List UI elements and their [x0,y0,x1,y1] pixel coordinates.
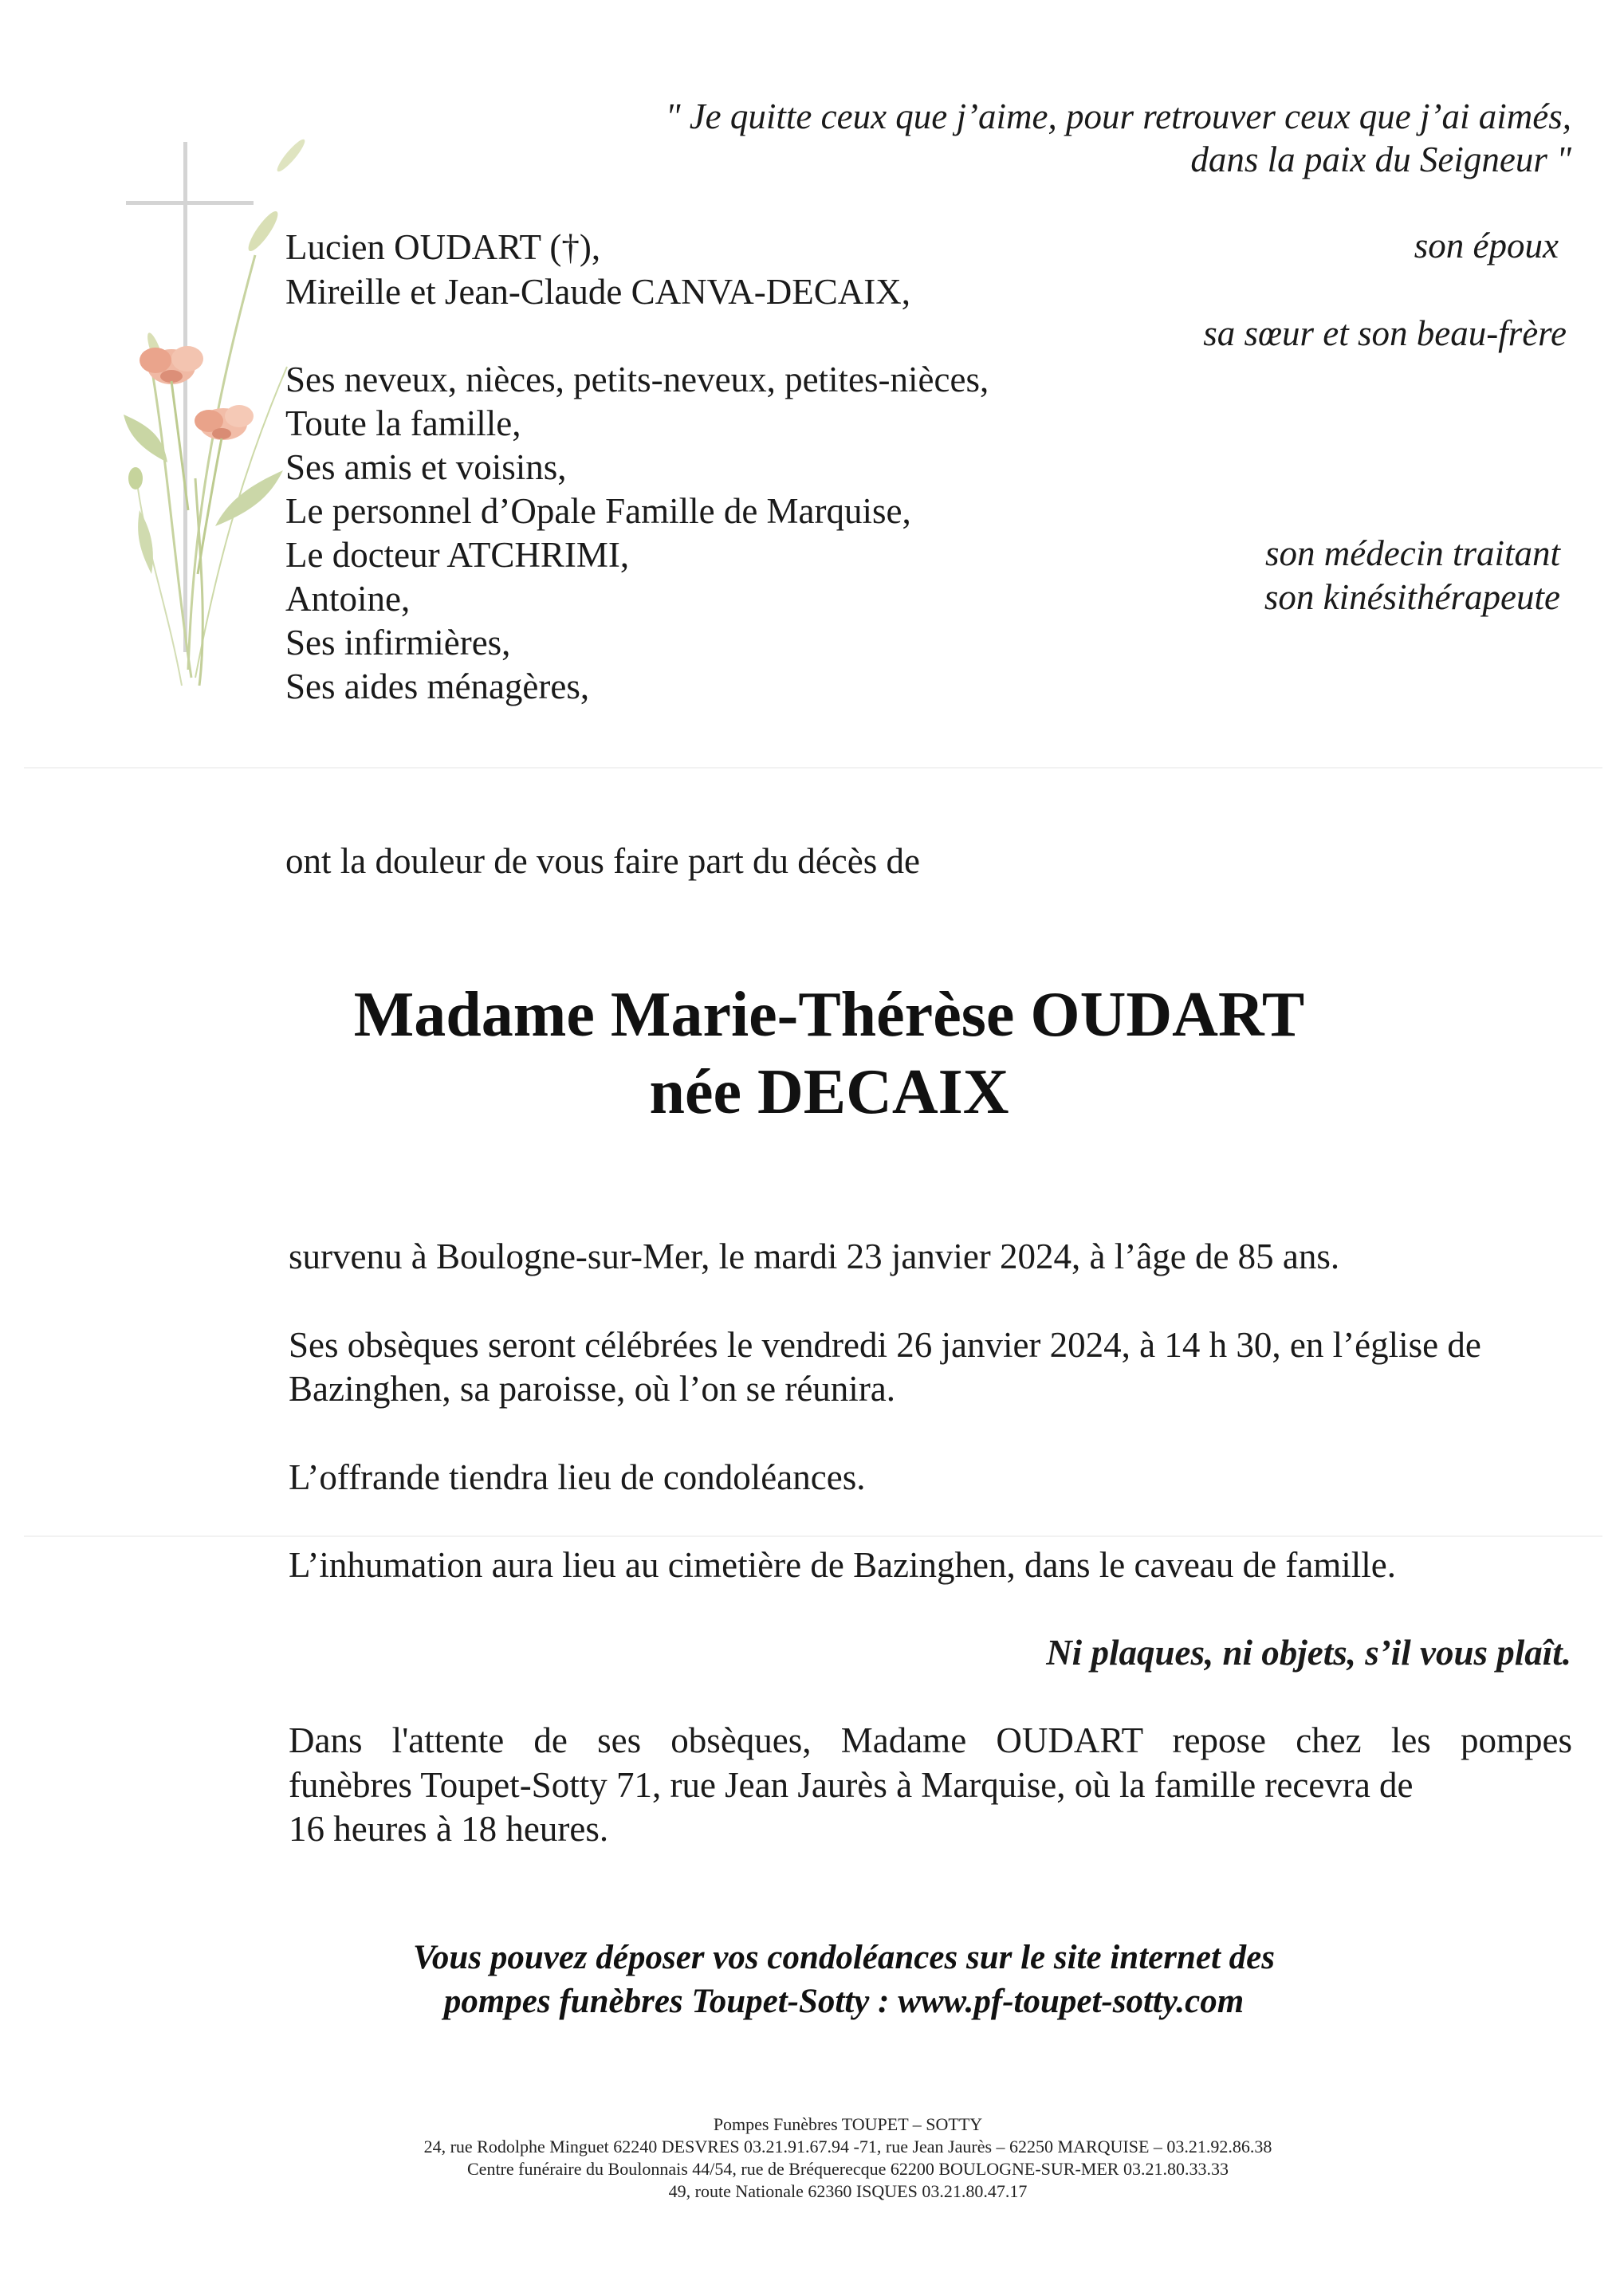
rest-paragraph-line-2: funèbres Toupet-Sotty 71, rue Jean Jaurès à Marquise, où la famille recevra de [289,1765,1414,1805]
funeral-paragraph-line-1: Ses obsèques seront célébrées le vendredi 26 janvier 2024, à 14 h 30, en l’église de [289,1325,1481,1365]
mourner-line: Ses infirmières, [285,623,511,662]
footer-company-name: Pompes Funèbres TOUPET – SOTTY [713,2114,983,2134]
mourner-line: Toute la famille, [285,403,521,443]
offering-paragraph: L’offrande tiendra lieu de condoléances. [289,1457,866,1497]
footer-address-boulogne: Centre funéraire du Boulonnais 44/54, rue de Bréquerecque 62200 BOULOGNE-SUR-MER 03.21.80.33.33 [467,2159,1229,2179]
mourner-line: Ses neveux, nièces, petits-neveux, petites-nièces, [285,360,989,399]
poppy-flower-icon [140,346,203,510]
mourner-line: Le personnel d’Opale Famille de Marquise, [285,491,911,531]
footer-address-desvres-marquise: 24, rue Rodolphe Minguet 62240 DESVRES 03.21.91.67.94 -71, rue Jean Jaurès – 62250 MARQUISE – 03.21.92.86.38 [423,2137,1272,2156]
rest-paragraph-line-1: Dans l'attente de ses obsèques, Madame OUDART repose chez les pompes [289,1720,1572,1760]
deceased-name: Madame Marie-Thérèse OUDART [353,980,1305,1050]
mourner-line: Ses aides ménagères, [285,666,590,706]
family-role-sister: sa sœur et son beau-frère [1203,313,1567,353]
condolences-line-1: Vous pouvez déposer vos condoléances sur le site internet des [413,1939,1275,1976]
footer-address-isques: 49, route Nationale 62360 ISQUES 03.21.80.47.17 [668,2181,1028,2201]
cross-horizontal [126,201,254,205]
funeral-paragraph-line-2: Bazinghen, sa paroisse, où l’on se réunira. [289,1369,896,1409]
family-role-spouse: son époux [1414,226,1559,265]
mourner-line: Le docteur ATCHRIMI, [285,535,630,575]
condolences-line-2: pompes funèbres Toupet-Sotty : www.pf-toupet-sotty.com [443,1983,1245,2020]
rest-paragraph-line-3: 16 heures à 18 heures. [289,1809,609,1849]
divider [24,767,1602,769]
divider [24,1535,1602,1537]
mourner-line: Antoine, [285,579,411,619]
no-plaques-notice: Ni plaques, ni objets, s’il vous plaît. [1046,1633,1571,1673]
mourner-line: Ses amis et voisins, [285,447,567,487]
mourner-role: son médecin traitant [1265,533,1560,573]
burial-paragraph: L’inhumation aura lieu au cimetière de Bazinghen, dans le caveau de famille. [289,1545,1397,1585]
death-paragraph: survenu à Boulogne-sur-Mer, le mardi 23 janvier 2024, à l’âge de 85 ans. [289,1236,1340,1276]
mourner-role: son kinésithérapeute [1264,577,1560,617]
deceased-maiden-name: née DECAIX [649,1057,1009,1127]
quote-line-1: " Je quitte ceux que j’aime, pour retrouver ceux que j’ai aimés, [665,96,1571,136]
cross-vertical [183,142,187,652]
announcement-text: ont la douleur de vous faire part du décès de [285,841,920,881]
cross-poppies-illustration [120,128,303,702]
family-name-sister: Mireille et Jean-Claude CANVA-DECAIX, [285,272,911,312]
family-name-spouse: Lucien OUDART (†), [285,227,601,267]
quote-line-2: dans la paix du Seigneur " [1190,140,1571,179]
